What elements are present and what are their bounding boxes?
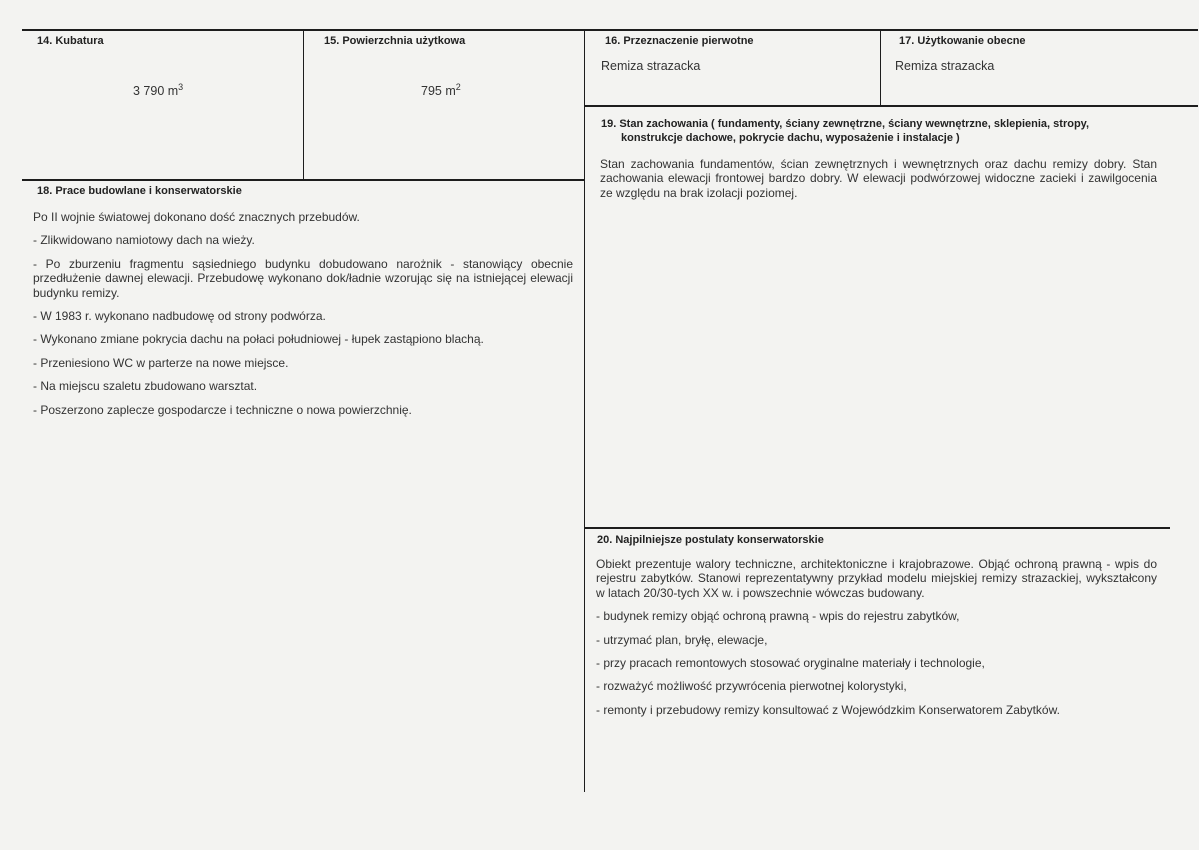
prace-item — [33, 403, 573, 417]
przeznaczenie-heading: 16. Przeznaczenie pierwotne — [605, 35, 754, 47]
prace-item-text: - Zlikwidowano namiotowy dach na wieży. — [33, 233, 255, 248]
prace-item — [33, 356, 573, 370]
prace-item — [33, 379, 573, 393]
postulaty-item — [596, 656, 1157, 670]
prace-list — [33, 210, 573, 426]
powierzchnia-number: 795 m — [421, 84, 456, 99]
prace-item — [33, 332, 573, 346]
postulaty-item — [596, 679, 1157, 693]
prace-item-text: - W 1983 r. wykonano nadbudowę od strony podwórza. — [33, 308, 326, 323]
postulaty-item — [596, 633, 1157, 647]
postulaty-item — [596, 609, 1157, 623]
prace-item — [33, 233, 573, 247]
stan-heading-line2: konstrukcje dachowe, pokrycie dachu, wyposażenie i instalacje ) — [621, 132, 960, 144]
postulaty-item-text: - przy pracach remontowych stosować oryginalne materiały i technologie, — [596, 655, 985, 670]
prace-item — [33, 309, 573, 323]
rule-above-20 — [584, 527, 1170, 529]
postulaty-item-text: - rozważyć możliwość przywrócenia pierwotnej kolorystyki, — [596, 679, 907, 694]
postulaty-intro-text: Obiekt prezentuje walory techniczne, architektoniczne i krajobrazowe. Objąć ochroną prawną - wpis do rejestru zabytków. Stanowi reprezentatywny przykład modelu miejskiej remizy strazackiej, wykształcony w latach 20/30-tych XX w. i powszechnie wówczas budowany. — [596, 557, 1157, 600]
center-divider — [584, 29, 585, 792]
prace-item-text: Po II wojnie światowej dokonano dość znacznych przebudów. — [33, 210, 360, 224]
kubatura-number: 3 790 m — [133, 84, 179, 99]
przeznaczenie-value: Remiza strazacka — [601, 59, 701, 73]
postulaty-list — [596, 557, 1157, 726]
divider-14-15 — [303, 29, 304, 181]
postulaty-item-text: - remonty i przebudowy remizy konsultować z Wojewódzkim Konserwatorem Zabytków. — [596, 702, 1060, 717]
powierzchnia-heading: 15. Powierzchnia użytkowa — [324, 35, 466, 47]
postulaty-heading: 20. Najpilniejsze postulaty konserwatorskie — [597, 534, 824, 546]
prace-heading: 18. Prace budowlane i konserwatorskie — [37, 185, 242, 197]
postulaty-item-text: - utrzymać plan, bryłę, elewacje, — [596, 632, 768, 647]
postulaty-intro — [596, 557, 1157, 600]
prace-item-text: - Poszerzono zaplecze gospodarcze i techniczne o nowa powierzchnię. — [33, 402, 412, 417]
kubatura-value — [133, 82, 183, 98]
uzytkowanie-value: Remiza strazacka — [895, 59, 995, 73]
prace-item — [33, 210, 573, 224]
powierzchnia-exponent: 2 — [455, 82, 461, 92]
divider-16-17 — [880, 29, 881, 106]
prace-item-text: - Przeniesiono WC w parterze na nowe miejsce. — [33, 355, 289, 370]
kubatura-exponent: 3 — [178, 82, 184, 92]
rule-above-19 — [584, 105, 1198, 107]
kubatura-heading: 14. Kubatura — [37, 35, 104, 47]
stan-text: Stan zachowania fundamentów, ścian zewnętrznych i wewnętrznych oraz dachu remizy dobry. Stan zachowania elewacji frontowej bardzo dobry. W elewacji podwórzowej widoczne zacieki i zawilgocenia ze względu na brak izolacji poziomej. — [600, 157, 1157, 200]
postulaty-item — [596, 703, 1157, 717]
top-rule — [22, 29, 1198, 31]
powierzchnia-value — [421, 82, 461, 98]
postulaty-item-text: - budynek remizy objąć ochroną prawną - wpis do rejestru zabytków, — [596, 609, 960, 624]
prace-item-text: - Wykonano zmiane pokrycia dachu na połaci południowej - łupek zastąpiono blachą. — [33, 332, 484, 347]
prace-item-text: - Na miejscu szaletu zbudowano warsztat. — [33, 379, 258, 394]
rule-above-18 — [22, 179, 585, 181]
prace-item — [33, 257, 573, 300]
prace-item-text: - Po zburzeniu fragmentu sąsiedniego budynku dobudowano narożnik - stanowiący obecnie przedłużenie dawnej elewacji. Przebudowę wykonano dok/ładnie wzorując się na istniejącej elewacji budynku remizy. — [33, 256, 573, 300]
uzytkowanie-heading: 17. Użytkowanie obecne — [899, 35, 1026, 47]
stan-heading-line1: 19. Stan zachowania ( fundamenty, ściany zewnętrzne, ściany wewnętrzne, sklepienia, stropy, — [601, 118, 1090, 130]
